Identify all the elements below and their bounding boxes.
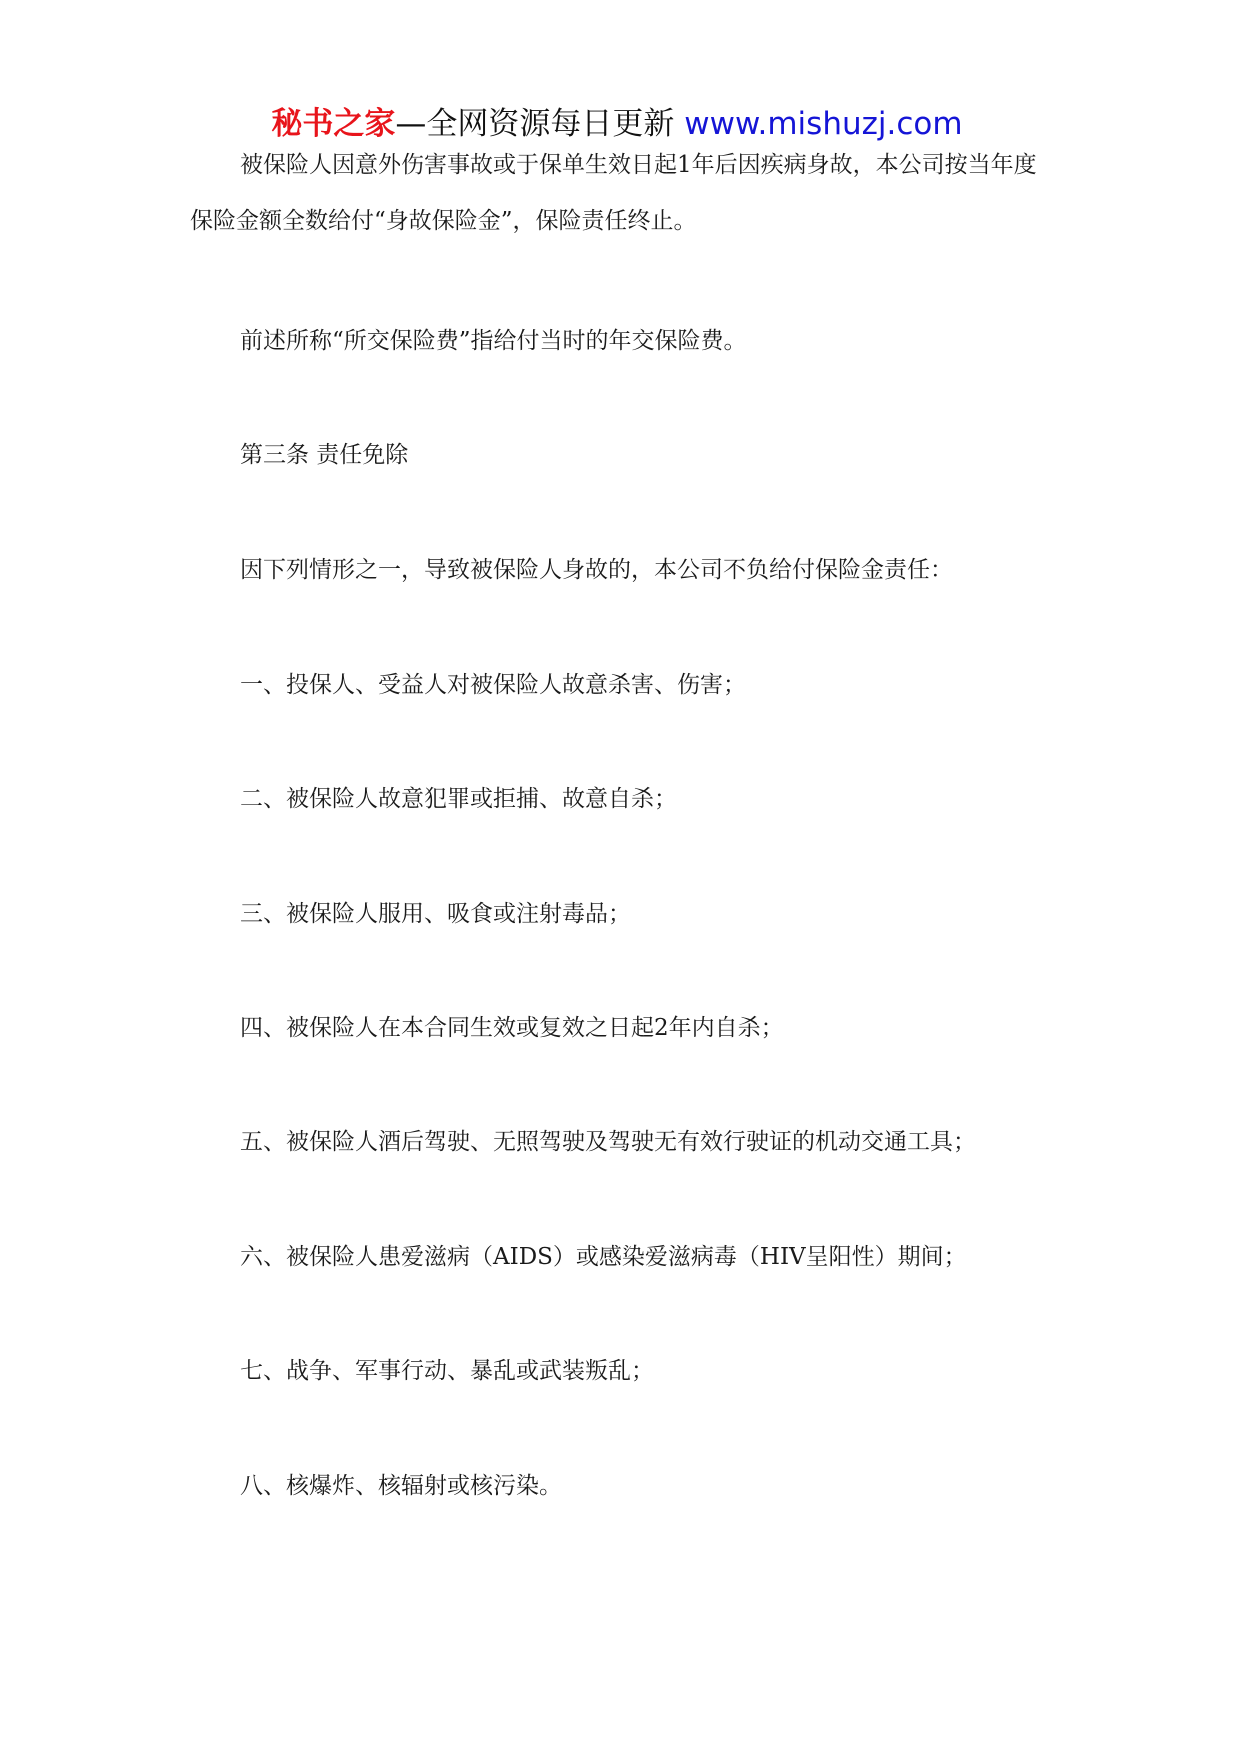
brand-name: 秘书之家 <box>271 106 396 142</box>
list-item-exclusion-5: 五、被保险人酒后驾驶、无照驾驶及驾驶无有效行驶证的机动交通工具； <box>240 1129 976 1155</box>
list-item-exclusion-7: 七、战争、军事行动、暴乱或武装叛乱； <box>240 1358 654 1384</box>
site-tagline: —全网资源每日更新 <box>395 106 685 142</box>
site-url-link[interactable]: www.mishuzj.com <box>684 106 963 142</box>
paragraph-exclusions-intro: 因下列情形之一，导致被保险人身故的，本公司不负给付保险金责任： <box>240 557 953 583</box>
list-item-exclusion-8: 八、核爆炸、核辐射或核污染。 <box>240 1473 562 1499</box>
list-item-exclusion-1: 一、投保人、受益人对被保险人故意杀害、伤害； <box>240 672 746 698</box>
list-item-exclusion-3: 三、被保险人服用、吸食或注射毒品； <box>240 901 631 927</box>
paragraph-death-benefit: 被保险人因意外伤害事故或于保单生效日起1年后因疾病身故，本公司按当年度保险金额全数给付“身故保险金”，保险责任终止。 <box>190 152 1037 234</box>
paragraph-premium-definition: 前述所称“所交保险费”指给付当时的年交保险费。 <box>240 328 747 354</box>
list-item-exclusion-4: 四、被保险人在本合同生效或复效之日起2年内自杀； <box>240 1015 784 1041</box>
section-heading-exclusions: 第三条 责任免除 <box>240 442 409 468</box>
list-item-exclusion-2: 二、被保险人故意犯罪或拒捕、故意自杀； <box>240 786 677 812</box>
list-item-exclusion-6: 六、被保险人患爱滋病（AIDS）或感染爱滋病毒（HIV呈阳性）期间； <box>240 1244 967 1270</box>
